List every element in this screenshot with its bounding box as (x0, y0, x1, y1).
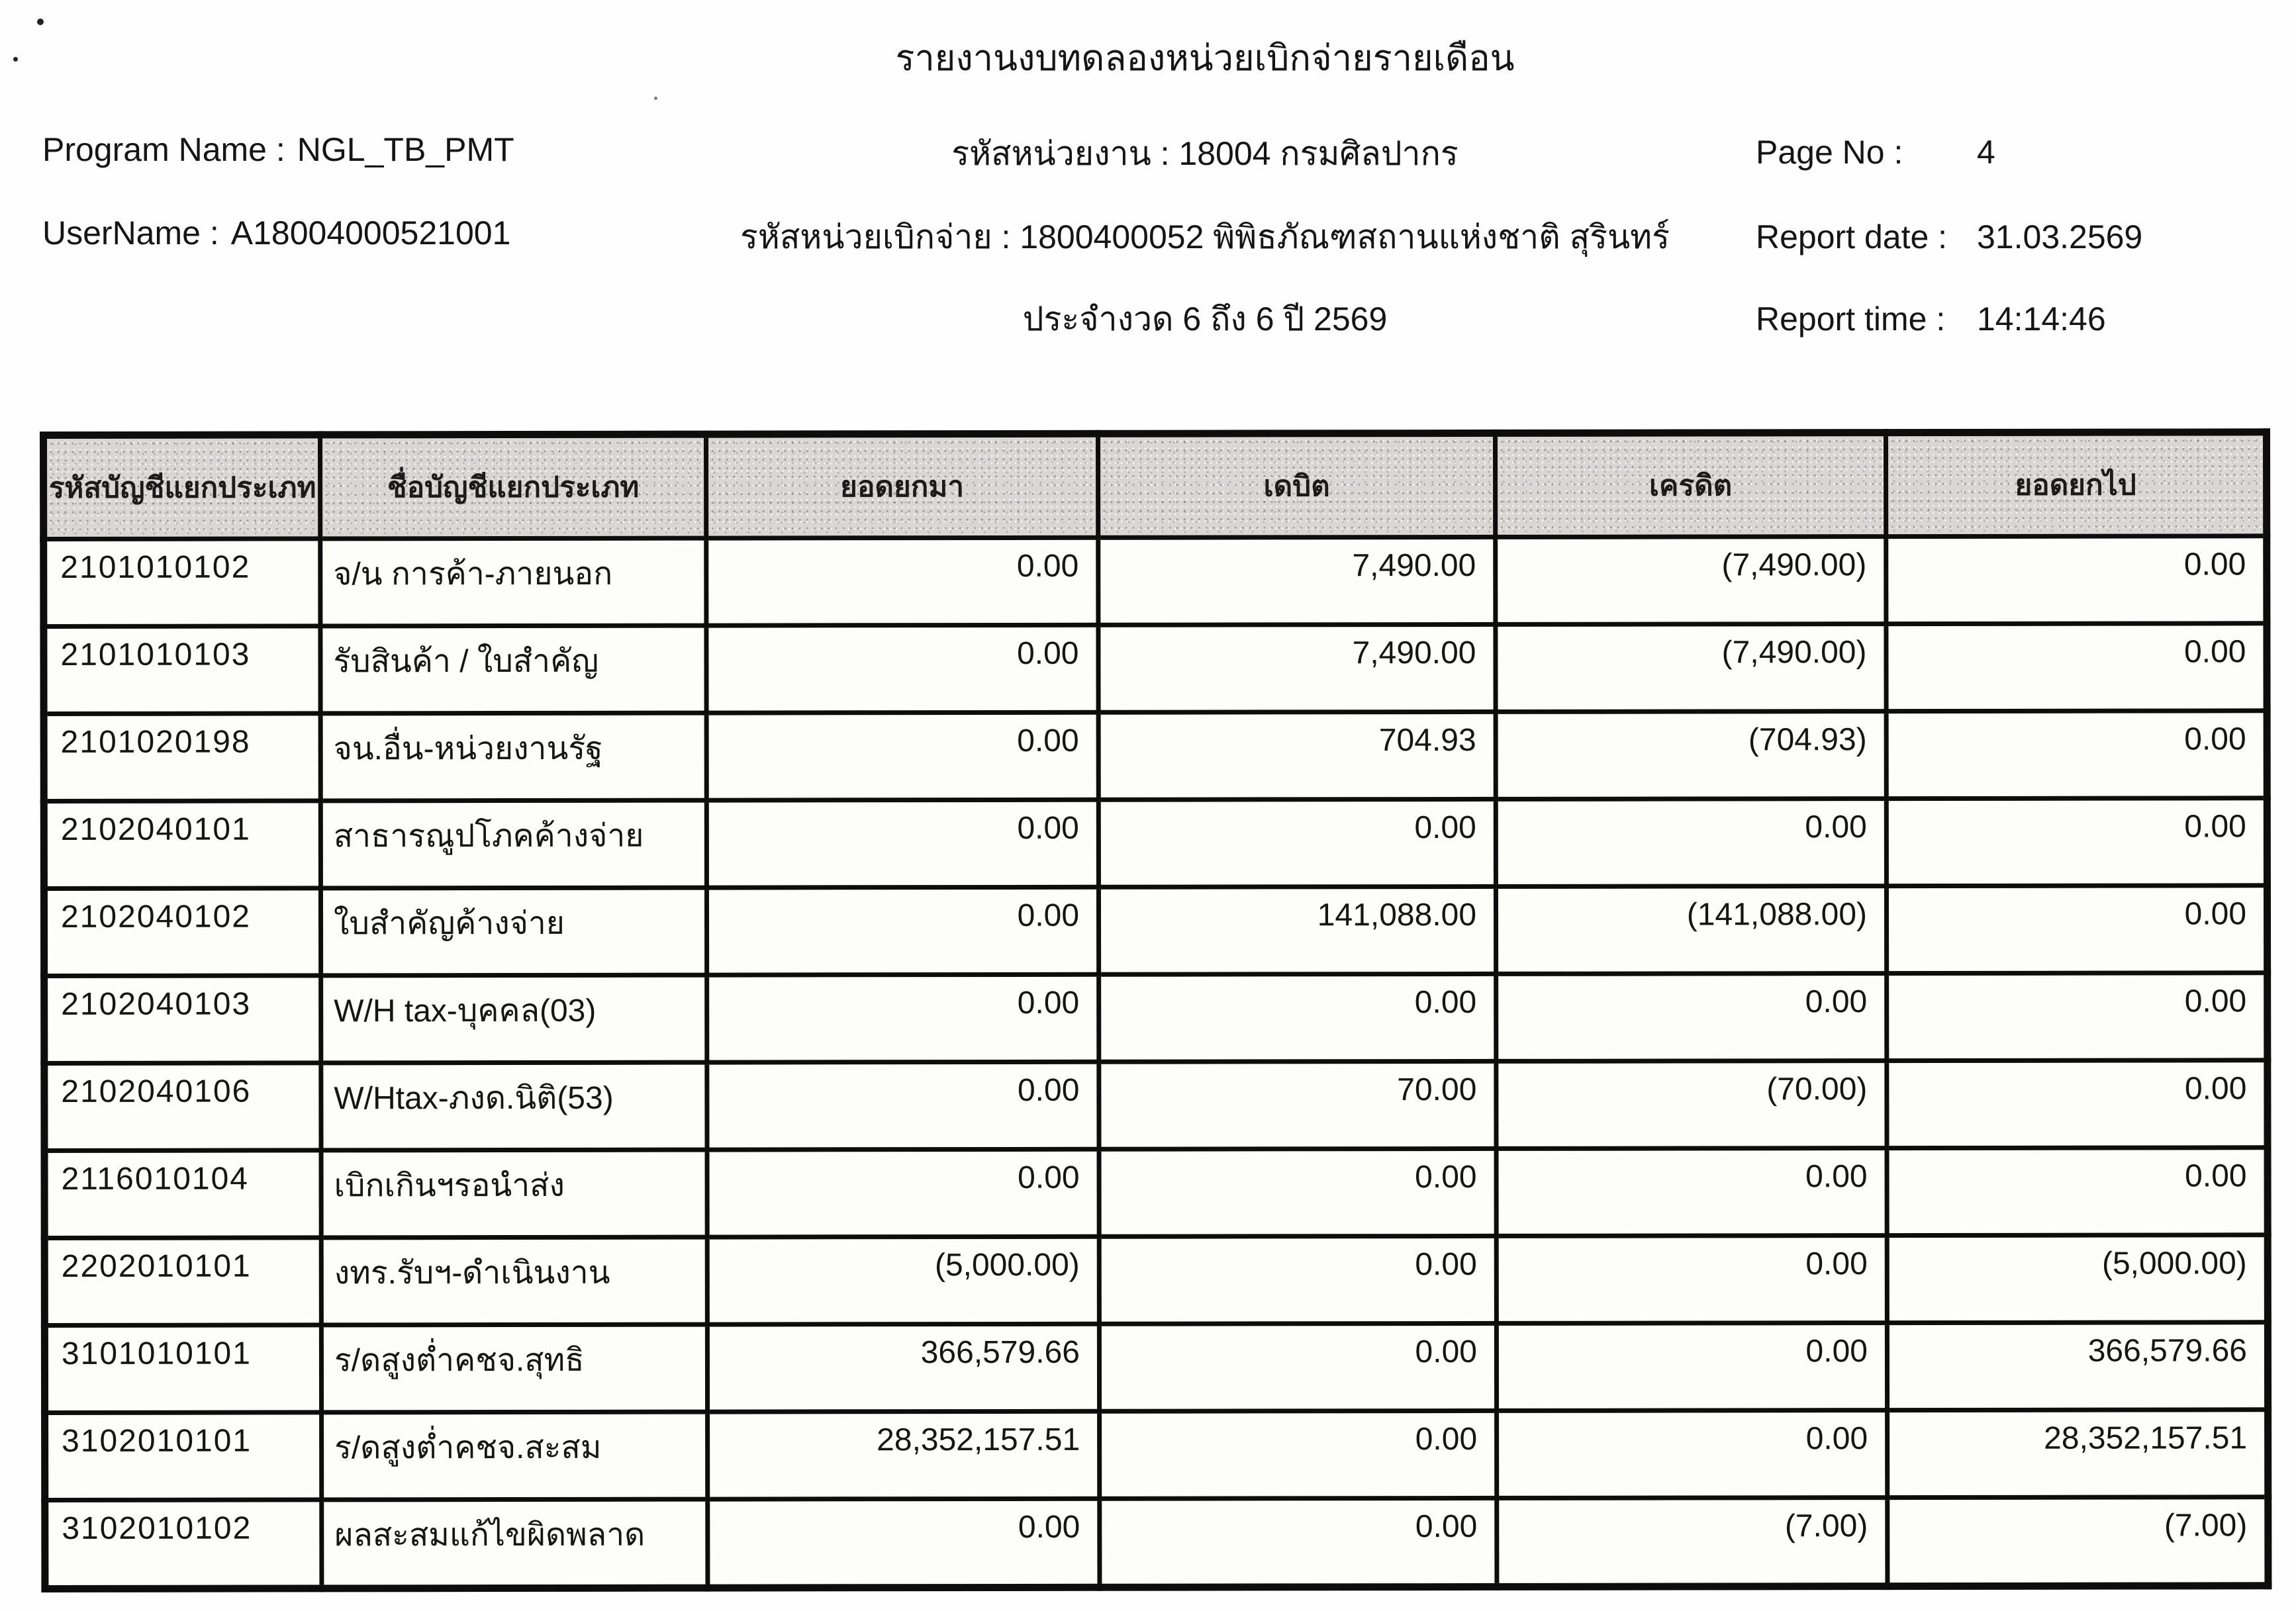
account-code-cell: 3102010101 (45, 1412, 322, 1500)
report-time-value: 14:14:46 (1977, 300, 2106, 338)
username-line (42, 213, 510, 253)
username-label: UserName : (42, 214, 219, 252)
closing-balance-cell: 0.00 (1886, 886, 2267, 974)
column-header-account-name: ชื่อบัญชีแยกประเภท (320, 434, 706, 539)
opening-balance-cell: 0.00 (707, 974, 1099, 1062)
table-row (45, 1497, 2268, 1589)
account-name-cell: ผลสะสมแก้ไขผิดพลาด (322, 1499, 708, 1588)
credit-cell: 0.00 (1496, 974, 1887, 1062)
scan-speck (13, 57, 18, 62)
period-line: ประจำงวด 6 ถึง 6 ปี 2569 (1022, 300, 1388, 338)
account-name-cell: งทร.รับฯ-ดำเนินงาน (321, 1237, 707, 1325)
account-code-cell: 2116010104 (44, 1150, 321, 1238)
opening-balance-cell: 0.00 (708, 1498, 1100, 1588)
credit-cell: 0.00 (1496, 1323, 1887, 1411)
credit-cell: 0.00 (1496, 799, 1886, 887)
report-time-label: Report time : (1756, 300, 1946, 338)
account-code-cell: 2202010101 (44, 1238, 321, 1326)
page-no-label: Page No : (1756, 134, 1903, 171)
scan-speck (37, 19, 44, 25)
account-name-cell: ร/ดสูงต่ำคชจ.สะสม (322, 1412, 708, 1500)
credit-cell: (141,088.00) (1496, 886, 1886, 974)
credit-cell: (70.00) (1496, 1061, 1887, 1149)
closing-balance-cell: 0.00 (1887, 973, 2268, 1061)
column-header-credit: เครดิต (1496, 433, 1886, 537)
report-date-label: Report date : (1756, 218, 1948, 255)
table-row (44, 711, 2267, 802)
closing-balance-cell: 0.00 (1886, 536, 2267, 624)
credit-cell: (7,490.00) (1496, 624, 1886, 712)
opening-balance-cell: 0.00 (707, 1062, 1099, 1150)
column-header-closing-balance: ยอดยกไป (1886, 432, 2267, 537)
table-body (44, 536, 2268, 1589)
opening-balance-cell: 366,579.66 (707, 1324, 1099, 1412)
table-row (44, 973, 2268, 1064)
table-row (44, 1322, 2268, 1413)
account-name-cell: W/H tax-บุคคล(03) (321, 975, 707, 1063)
report-title: รายงานงบทดลองหน่วยเบิกจ่ายรายเดือน (895, 38, 1515, 78)
account-name-cell: รับสินค้า / ใบสำคัญ (320, 625, 706, 713)
trial-balance-table (40, 428, 2272, 1592)
table-row (44, 1148, 2268, 1238)
account-name-cell: จ/น การค้า-ภายนอก (320, 538, 706, 626)
debit-cell: 141,088.00 (1098, 886, 1496, 974)
closing-balance-cell: 0.00 (1886, 711, 2267, 799)
account-name-cell: ร/ดสูงต่ำคชจ.สุทธิ (321, 1324, 707, 1412)
account-name-cell: ใบสำคัญค้างจ่าย (320, 888, 706, 976)
closing-balance-cell: (5,000.00) (1887, 1235, 2268, 1323)
page-no-value: 4 (1977, 134, 1995, 171)
debit-cell: 7,490.00 (1098, 624, 1496, 712)
scan-speck (654, 97, 657, 100)
closing-balance-cell: 0.00 (1886, 798, 2267, 886)
opening-balance-cell: 0.00 (706, 625, 1098, 713)
closing-balance-cell: 0.00 (1887, 1148, 2268, 1236)
account-code-cell: 2101010103 (44, 626, 320, 714)
table-row (44, 1235, 2268, 1326)
program-name-value: NGL_TB_PMT (297, 131, 514, 168)
account-code-cell: 2102040106 (44, 1063, 321, 1151)
account-name-cell: จน.อื่น-หน่วยงานรัฐ (320, 713, 706, 801)
table-row (45, 1410, 2268, 1500)
debit-cell: 7,490.00 (1098, 537, 1496, 625)
agency-code-line: รหัสหน่วยงาน : 18004 กรมศิลปากร (951, 135, 1459, 172)
debit-cell: 0.00 (1098, 799, 1496, 887)
closing-balance-cell: (7.00) (1888, 1497, 2268, 1587)
credit-cell: 0.00 (1497, 1410, 1888, 1498)
account-name-cell: สาธารณูปโภคค้างจ่าย (320, 800, 706, 888)
account-code-cell: 2101020198 (44, 713, 320, 802)
closing-balance-cell: 0.00 (1887, 1060, 2268, 1148)
account-code-cell: 2101010102 (44, 539, 320, 627)
debit-cell: 704.93 (1098, 712, 1496, 800)
debit-cell: 0.00 (1099, 1323, 1496, 1411)
account-code-cell: 2102040101 (44, 801, 320, 889)
opening-balance-cell: 28,352,157.51 (708, 1411, 1100, 1499)
column-header-opening-balance: ยอดยกมา (706, 434, 1098, 538)
credit-cell: 0.00 (1496, 1236, 1887, 1324)
credit-cell: (704.93) (1496, 712, 1886, 800)
disbursement-unit-line: รหัสหน่วยเบิกจ่าย : 1800400052 พิพิธภัณฑสถานแห่งชาติ สุรินทร์ (740, 218, 1670, 255)
username-value: A18004000521001 (230, 214, 511, 252)
account-code-cell: 2102040103 (44, 976, 321, 1064)
table-row (44, 536, 2267, 627)
closing-balance-cell: 0.00 (1886, 623, 2267, 712)
closing-balance-cell: 28,352,157.51 (1888, 1410, 2268, 1498)
closing-balance-cell: 366,579.66 (1887, 1322, 2268, 1410)
account-code-cell: 3101010101 (44, 1325, 321, 1413)
debit-cell: 0.00 (1100, 1410, 1497, 1498)
opening-balance-cell: 0.00 (706, 887, 1098, 975)
credit-cell: (7.00) (1497, 1498, 1888, 1587)
account-code-cell: 3102010102 (45, 1500, 322, 1589)
opening-balance-cell: 0.00 (706, 712, 1098, 800)
credit-cell: (7,490.00) (1496, 537, 1886, 625)
opening-balance-cell: 0.00 (706, 800, 1098, 888)
column-header-account-code: รหัสบัญชีแยกประเภท (44, 435, 320, 539)
column-header-debit: เดบิต (1098, 433, 1496, 537)
table-row (44, 886, 2267, 976)
opening-balance-cell: 0.00 (706, 537, 1098, 625)
table-row (44, 623, 2267, 714)
table-header-row (44, 432, 2267, 539)
debit-cell: 0.00 (1099, 1148, 1496, 1236)
debit-cell: 0.00 (1099, 974, 1496, 1062)
program-name-label: Program Name : (42, 131, 285, 168)
opening-balance-cell: 0.00 (707, 1149, 1099, 1237)
debit-cell: 70.00 (1099, 1061, 1496, 1149)
credit-cell: 0.00 (1496, 1148, 1887, 1236)
table-row (44, 1060, 2268, 1151)
account-name-cell: เบิกเกินฯรอนำส่ง (321, 1150, 707, 1238)
report-date-value: 31.03.2569 (1977, 218, 2143, 255)
account-name-cell: W/Htax-ภงด.นิติ(53) (321, 1062, 707, 1150)
program-name-line (42, 130, 514, 169)
debit-cell: 0.00 (1099, 1236, 1496, 1324)
opening-balance-cell: (5,000.00) (707, 1236, 1099, 1324)
account-code-cell: 2102040102 (44, 888, 320, 976)
debit-cell: 0.00 (1100, 1498, 1497, 1587)
table-row (44, 798, 2267, 889)
